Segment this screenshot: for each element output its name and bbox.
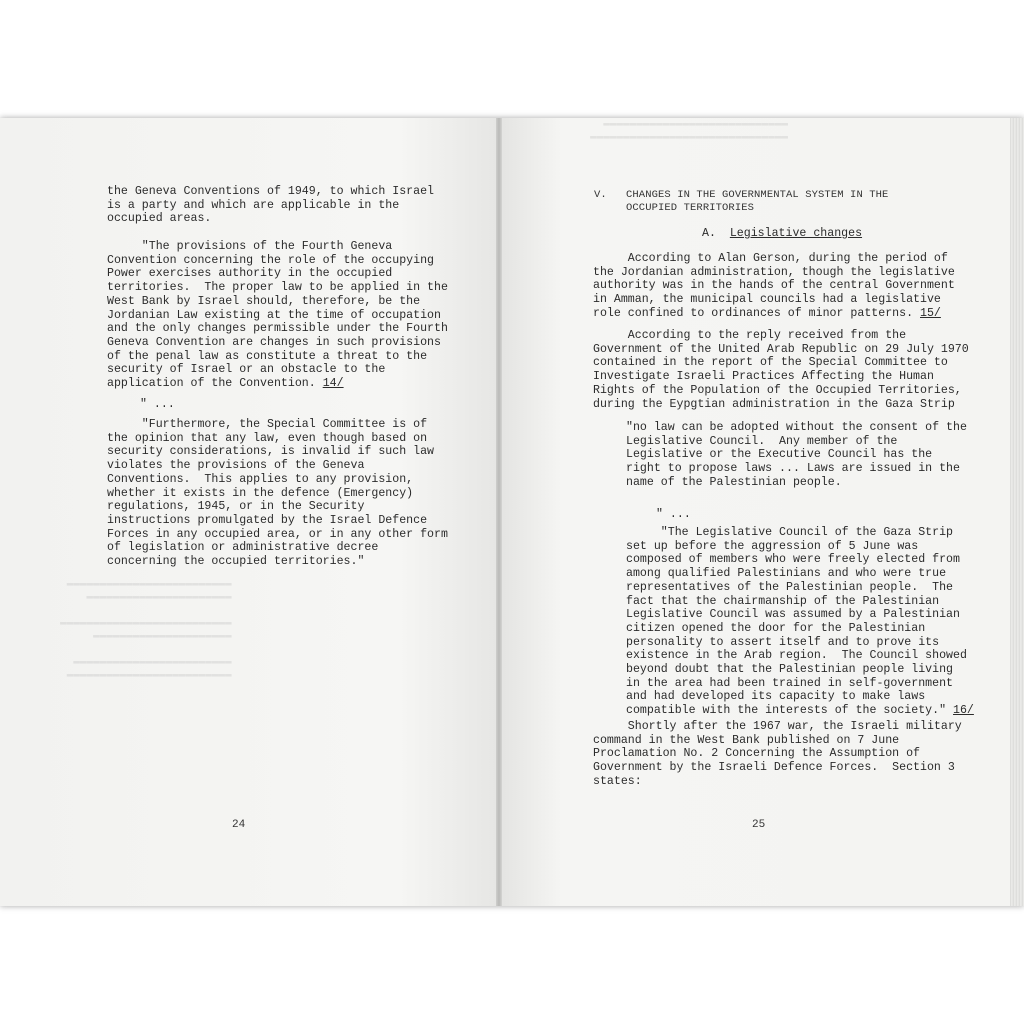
- section-heading: [594, 189, 888, 215]
- text-line: personality to assert itself and to prove its: [626, 635, 940, 649]
- text-line: Jordanian Law existing at the time of occupation: [107, 308, 441, 322]
- page-number: 24: [232, 819, 246, 831]
- text-line: "no law can be adopted without the consent of the: [626, 421, 967, 434]
- text-line: "The Legislative Council of the Gaza Strip: [626, 526, 953, 539]
- text-line: Government by the Israeli Defence Forces. Section 3: [593, 761, 955, 775]
- text-line: fact that the chairmanship of the Palestinian: [626, 594, 940, 608]
- text-line: instructions promulgated by the Israel Defence: [107, 513, 428, 527]
- text-line: in Amman, the municipal councils had a legislative: [593, 293, 941, 307]
- subheading-prefix: A.: [702, 227, 716, 240]
- text-line: Rights of the Population of the Occupied Territories,: [593, 383, 962, 397]
- text-line: compatible with the interests of the society.": [626, 704, 947, 718]
- heading-line: OCCUPIED TERRITORIES: [594, 202, 755, 214]
- text-line: and the only changes permissible under the Fourth: [107, 322, 448, 336]
- text-line: "Furthermore, the Special Committee is of: [107, 418, 428, 431]
- text-line: Investigate Israeli Practices Affecting the Human: [593, 370, 934, 384]
- text-line: According to the reply received from the: [593, 329, 907, 342]
- text-line: set up before the aggression of 5 June was: [626, 539, 919, 553]
- text-line: the Geneva Conventions of 1949, to which Israel: [107, 185, 434, 198]
- text-line: authority was in the hands of the central Government: [593, 279, 955, 293]
- text-line: "The provisions of the Fourth Geneva: [107, 240, 393, 253]
- text-line: Government of the United Arab Republic on 29 July 1970: [593, 342, 969, 356]
- text-line: role confined to ordinances of minor patterns.: [593, 306, 914, 320]
- text-line: application of the Convention.: [107, 377, 316, 391]
- text-line: during the Eypgtian administration in the Gaza Strip: [593, 397, 955, 411]
- bleed-through: ▬▬▬▬▬▬▬▬▬▬▬▬▬▬▬▬▬▬▬▬▬▬▬▬▬▬▬▬ ▬▬▬▬▬▬▬▬▬▬▬▬▬▬▬▬▬▬▬▬▬▬▬▬▬▬▬▬▬▬: [590, 118, 789, 143]
- text-line: citizen opened the door for the Palestinian: [626, 621, 926, 635]
- book-gutter: [496, 118, 502, 906]
- text-line: Power exercises authority in the occupied: [107, 267, 393, 281]
- text-line: right to propose laws ... Laws are issued in the: [626, 462, 960, 476]
- text-line: Geneva Convention are changes in such provisions: [107, 335, 441, 349]
- text-line: of legislation or administrative decree: [107, 541, 379, 555]
- quote-gaza-council: [626, 526, 974, 718]
- subheading: [702, 227, 862, 241]
- text-line: composed of members who were freely elected from: [626, 553, 960, 567]
- text-line: Legislative or the Executive Council has the: [626, 448, 933, 462]
- paragraph-gerson: [593, 252, 955, 321]
- quote-special-committee: [107, 418, 448, 569]
- text-line: According to Alan Gerson, during the period of: [593, 252, 948, 265]
- footnote-ref: 14/: [322, 377, 344, 391]
- text-line: occupied areas.: [107, 212, 212, 226]
- text-line: West Bank by Israel should, therefore, be the: [107, 294, 421, 308]
- text-line: of the penal law as constitute a threat to the: [107, 349, 428, 363]
- ellipsis: " ...: [656, 508, 691, 521]
- text-line: and had developed its capacity to make laws: [626, 690, 926, 704]
- text-line: name of the Palestinian people.: [626, 475, 842, 489]
- footnote-ref: 15/: [920, 306, 941, 320]
- page-edges: [1010, 118, 1024, 906]
- quote-legislative-council: [626, 421, 967, 490]
- text-line: command in the West Bank published on 7 June: [593, 733, 900, 747]
- text-line: among qualified Palestinians and who were true: [626, 567, 947, 581]
- paragraph-proclamation: [593, 720, 962, 789]
- footnote-ref: 16/: [953, 704, 974, 718]
- page-number: 25: [752, 819, 766, 831]
- text-line: Forces in any occupied area, or in any other form: [107, 527, 448, 541]
- text-line: regulations, 1945, or in the Security: [107, 500, 365, 514]
- text-line: contained in the report of the Special Committee to: [593, 356, 948, 370]
- text-line: whether it exists in the defence (Emergency): [107, 486, 414, 500]
- text-line: is a party and which are applicable in the: [107, 198, 400, 212]
- text-line: representatives of the Palestinian people. The: [626, 580, 953, 594]
- text-line: Legislative Council. Any member of the: [626, 434, 898, 448]
- text-line: territories. The proper law to be applied in the: [107, 281, 448, 295]
- paragraph-uar-reply: [593, 329, 969, 411]
- text-line: security considerations, is invalid if such law: [107, 445, 434, 459]
- text-line: beyond doubt that the Palestinian people living: [626, 663, 953, 677]
- text-line: concerning the occupied territories.": [107, 555, 365, 569]
- text-line: the Jordanian administration, though the legislative: [593, 265, 955, 279]
- text-line: Shortly after the 1967 war, the Israeli military: [593, 720, 962, 733]
- heading-line: V. CHANGES IN THE GOVERNMENTAL SYSTEM IN THE: [594, 189, 889, 201]
- ellipsis: " ...: [140, 398, 175, 411]
- text-line: existence in the Arab region. The Council showed: [626, 649, 967, 663]
- bleed-through: ▬▬▬▬▬▬▬▬▬▬▬▬▬▬▬▬▬▬▬▬▬▬▬▬▬ ▬▬▬▬▬▬▬▬▬▬▬▬▬▬▬▬▬▬▬▬▬▬ ▬▬▬▬▬▬▬▬▬▬▬▬▬▬▬▬▬▬▬▬▬▬▬▬▬▬ ▬▬▬▬▬▬▬▬▬▬▬▬▬▬▬▬▬▬▬▬▬ ▬▬▬▬▬▬▬▬▬▬▬▬▬▬▬▬▬▬▬▬▬▬▬▬ ▬▬▬▬▬▬▬▬▬▬▬▬▬▬▬▬▬▬▬▬▬▬▬▬▬: [60, 578, 232, 681]
- text-line: violates the provisions of the Geneva: [107, 459, 365, 473]
- text-line: in the area had been trained in self-government: [626, 676, 953, 690]
- quote-fourth-geneva: [107, 240, 448, 391]
- text-line: Proclamation No. 2 Concerning the Assumption of: [593, 747, 920, 761]
- text-line: security of Israel or an obstacle to the: [107, 363, 386, 377]
- text-line: Legislative Council was assumed by a Palestinian: [626, 608, 960, 622]
- text-line: Conventions. This applies to any provision,: [107, 472, 414, 486]
- text-line: states:: [593, 774, 642, 788]
- text-line: the opinion that any law, even though based on: [107, 431, 428, 445]
- text-line: Convention concerning the role of the occupying: [107, 253, 434, 267]
- intro-paragraph: [107, 185, 434, 226]
- subheading-title: Legislative changes: [729, 227, 863, 240]
